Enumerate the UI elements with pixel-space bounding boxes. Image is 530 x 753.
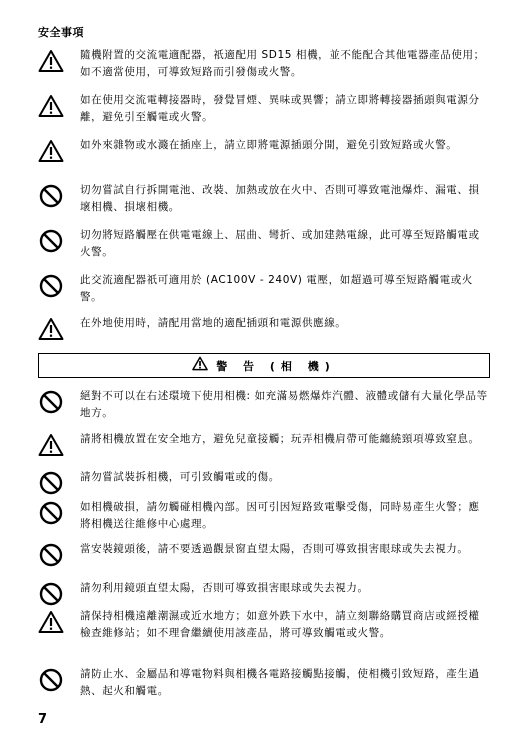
- item-text: 如外來雜物或水濺在插座上，請立即將電源插頭分開，避免引致短路或火警。: [80, 139, 458, 151]
- prohibition-icon: [38, 390, 66, 414]
- list-item: [38, 137, 490, 182]
- warning-triangle-icon: [38, 139, 66, 163]
- warning-heading-box: [38, 353, 490, 378]
- warning-triangle-icon: [38, 94, 66, 118]
- warning-triangle-icon: [38, 610, 66, 634]
- item-text: 切勿將短路觸壓在供電電線上、屈曲、彎折、或加建熱電線，此可導至短路觸電或火警。: [80, 229, 480, 258]
- prohibition-icon: [38, 501, 66, 525]
- list-item: [38, 227, 490, 272]
- list-item: [38, 272, 490, 315]
- page-title: 安全事項: [38, 26, 84, 39]
- item-text: 隨機附置的交流電適配器，祇適配用 SD15 相機，並不能配合其他電器產品使用；如不適當使用，可導致短路而引發傷或火警。: [80, 49, 485, 78]
- list-item: [38, 541, 490, 580]
- prohibition-icon: [38, 471, 66, 495]
- list-item: [38, 388, 490, 431]
- list-item: [38, 92, 490, 137]
- item-text: 請將相機放置在安全地方，避免兒童接觸；玩弄相機肩帶可能纏繞頸項導致窒息。: [80, 433, 480, 445]
- item-text: 切勿嘗試自行拆開電池、改裝、加熱或放在火中、否則可導致電池爆炸、漏電、損壞相機、損壞相機。: [80, 184, 480, 213]
- warning-triangle-icon: [38, 433, 66, 457]
- prohibition-icon: [38, 543, 66, 567]
- safety-items-list: [38, 47, 490, 345]
- prohibition-icon: [38, 274, 66, 298]
- list-item: [38, 666, 490, 706]
- list-item: [38, 499, 490, 541]
- item-text: 請勿利用鏡頭直望太陽，否則可導致損害眼球或失去視力。: [80, 582, 369, 594]
- item-text: 此交流適配器祇可適用於 (AC100V - 240V) 電壓，如超過可導至短路觸電或火警。: [80, 274, 473, 303]
- prohibition-icon: [38, 229, 66, 253]
- list-item: [38, 182, 490, 227]
- prohibition-icon: [38, 582, 66, 606]
- list-item: [38, 608, 490, 666]
- list-item: [38, 431, 490, 469]
- warning-triangle-icon: [38, 49, 66, 73]
- item-text: 如在使用交流電轉接器時，發覺冒煙、異味或異響；請立即將轉接器插頭與電源分離，避免引至觸電或火警。: [80, 94, 480, 123]
- list-item: [38, 47, 490, 92]
- item-text: 請防止水、金屬品和導電物料與相機各電路接觸點接觸，使相機引致短路，產生過熱、起火和觸電。: [80, 668, 480, 697]
- warning-triangle-icon: [192, 356, 208, 375]
- item-text: 如相機破損，請勿觸碰相機內部。因可引因短路致電擊受傷，同時易產生火警；應將相機送往維修中心處理。: [80, 501, 480, 530]
- camera-warning-list: [38, 388, 490, 706]
- item-text: 在外地使用時，請配用當地的適配插頭和電源供應線。: [80, 317, 347, 329]
- list-item: [38, 580, 490, 608]
- item-text: 請保持相機遠離潮濕或近水地方；如意外跌下水中，請立刻聯絡購買商店或經授權檢查維修站；如不理會繼續使用該產品，將可導致觸電或火警。: [80, 610, 480, 639]
- item-text: 絕對不可以在右述環境下使用相機: 如充滿易燃爆炸汽體、液體或儲有大量化學品等地方。: [80, 390, 488, 419]
- prohibition-icon: [38, 668, 66, 692]
- warning-triangle-icon: [38, 317, 66, 341]
- list-item: [38, 469, 490, 499]
- item-text: 當安裝鏡頭後，請不要透過觀景窗直望太陽，否則可導致損害眼球或失去視力。: [80, 543, 469, 555]
- item-text: 請勿嘗試裝拆相機，可引致觸電或的傷。: [80, 471, 280, 483]
- prohibition-icon: [38, 184, 66, 208]
- warning-heading: 警 告 (相 機): [216, 359, 336, 373]
- list-item: [38, 315, 490, 345]
- page-number: 7: [38, 712, 48, 727]
